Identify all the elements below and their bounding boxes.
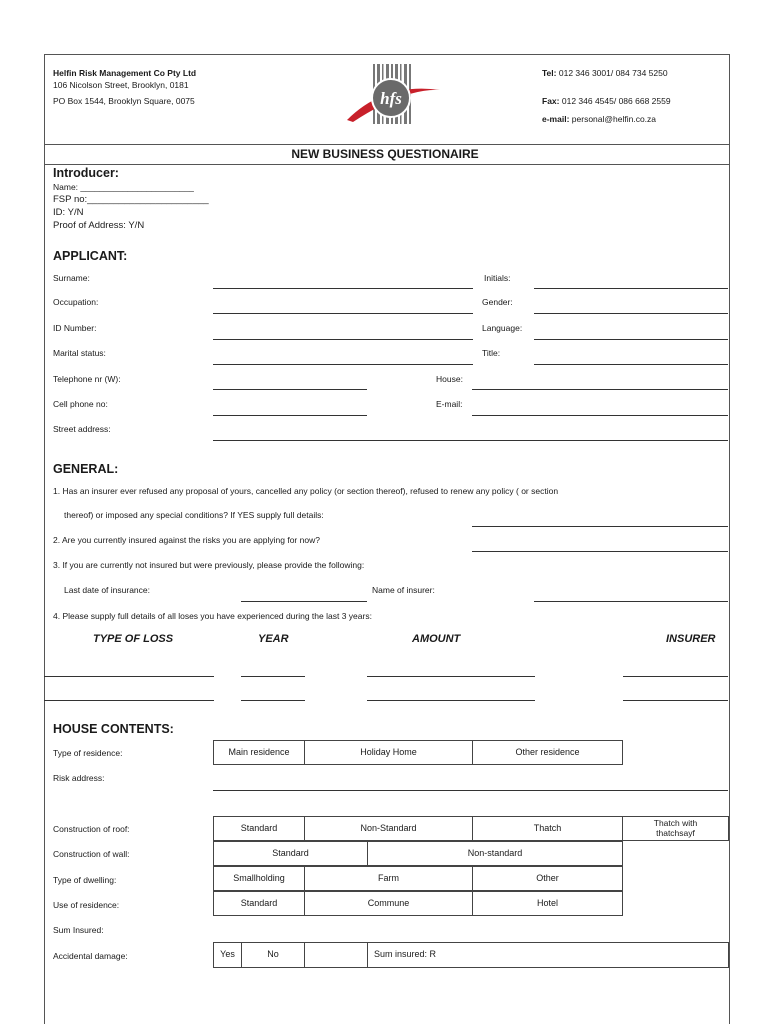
occupation-label: Occupation: [53, 297, 99, 307]
page-title: NEW BUSINESS QUESTIONAIRE [291, 147, 479, 161]
gender-label: Gender: [482, 297, 513, 307]
divider [44, 144, 730, 145]
company-address-1: 106 Nicolson Street, Brooklyn, 0181 [53, 80, 189, 90]
id-number-label: ID Number: [53, 323, 97, 333]
email-field[interactable] [472, 415, 728, 416]
loss-year-field[interactable] [241, 676, 305, 677]
company-address-2: PO Box 1544, Brooklyn Square, 0075 [53, 96, 195, 106]
last-date-field[interactable] [241, 601, 367, 602]
loss-amount-field[interactable] [367, 700, 535, 701]
use-standard-option[interactable]: Standard [213, 891, 305, 916]
street-field[interactable] [213, 440, 728, 441]
question-2: 2. Are you currently insured against the risks you are applying for now? [53, 535, 320, 545]
loss-insurer-field[interactable] [623, 700, 728, 701]
use-commune-option[interactable]: Commune [304, 891, 473, 916]
id-number-field[interactable] [213, 339, 473, 340]
wall-standard-option[interactable]: Standard [213, 841, 368, 866]
residence-other-option[interactable]: Other residence [472, 740, 623, 765]
house-heading: HOUSE CONTENTS: [53, 722, 174, 736]
language-label: Language: [482, 323, 523, 333]
occupation-field[interactable] [213, 313, 473, 314]
dwelling-other-option[interactable]: Other [472, 866, 623, 891]
marital-label: Marital status: [53, 348, 106, 358]
cell-label: Cell phone no: [53, 399, 108, 409]
street-label: Street address: [53, 424, 111, 434]
last-date-label: Last date of insurance: [64, 585, 151, 595]
risk-address-label: Risk address: [53, 773, 105, 783]
use-label: Use of residence: [53, 900, 120, 910]
email-line: e-mail: personal@helfin.co.za [542, 114, 657, 124]
fax-line: Fax: 012 346 4545/ 086 668 2559 [542, 96, 671, 106]
accidental-label: Accidental damage: [53, 951, 128, 961]
loss-type-field[interactable] [44, 676, 214, 677]
dwelling-smallholding-option[interactable]: Smallholding [213, 866, 305, 891]
introducer-fsp: FSP no:_______________________ [53, 194, 209, 205]
col-year: YEAR [258, 633, 289, 645]
language-field[interactable] [534, 339, 728, 340]
surname-field[interactable] [213, 288, 473, 289]
col-type-of-loss: TYPE OF LOSS [93, 633, 174, 645]
roof-standard-option[interactable]: Standard [213, 816, 305, 841]
wall-nonstandard-option[interactable]: Non-standard [367, 841, 623, 866]
dwelling-farm-option[interactable]: Farm [304, 866, 473, 891]
cell-field[interactable] [213, 415, 367, 416]
risk-address-field[interactable] [213, 790, 728, 791]
question-1b: thereof) or imposed any special conditions? If YES supply full details: [64, 510, 324, 520]
title-label: Title: [482, 348, 501, 358]
introducer-heading: Introducer: [53, 166, 119, 180]
marital-field[interactable] [213, 364, 473, 365]
roof-thatch-safe-option[interactable]: Thatch with thatchsayf [622, 816, 729, 841]
introducer-id: ID: Y/N [53, 207, 84, 218]
question-3: 3. If you are currently not insured but were previously, please provide the following: [53, 560, 365, 570]
company-logo [345, 62, 445, 130]
question-2-field[interactable] [472, 551, 728, 552]
roof-thatch-option[interactable]: Thatch [472, 816, 623, 841]
sum-insured-label: Sum Insured: [53, 925, 104, 935]
tel-w-field[interactable] [213, 389, 367, 390]
gender-field[interactable] [534, 313, 728, 314]
wall-label: Construction of wall: [53, 849, 130, 859]
applicant-heading: APPLICANT: [53, 249, 128, 263]
divider [44, 164, 730, 165]
question-1a: 1. Has an insurer ever refused any proposal of yours, cancelled any policy (or section thereof), refused to renew any policy ( or section [53, 486, 559, 496]
title-field[interactable] [534, 364, 728, 365]
roof-nonstandard-option[interactable]: Non-Standard [304, 816, 473, 841]
loss-amount-field[interactable] [367, 676, 535, 677]
accidental-yes-option[interactable]: Yes [213, 942, 242, 968]
house-field[interactable] [472, 389, 728, 390]
general-heading: GENERAL: [53, 462, 119, 476]
use-hotel-option[interactable]: Hotel [472, 891, 623, 916]
tel-line: Tel: 012 346 3001/ 084 734 5250 [542, 68, 668, 78]
accidental-no-option[interactable]: No [241, 942, 305, 968]
question-4: 4. Please supply full details of all loses you have experienced during the last 3 years: [53, 611, 372, 621]
initials-label: Initials: [484, 273, 511, 283]
residence-main-option[interactable]: Main residence [213, 740, 305, 765]
tel-w-label: Telephone nr (W): [53, 374, 121, 384]
loss-year-field[interactable] [241, 700, 305, 701]
col-amount: AMOUNT [412, 633, 461, 645]
roof-label: Construction of roof: [53, 824, 130, 834]
insurer-name-label: Name of insurer: [372, 585, 435, 595]
surname-label: Surname: [53, 273, 90, 283]
loss-type-field[interactable] [44, 700, 214, 701]
initials-field[interactable] [534, 288, 728, 289]
accidental-sum-insured-field[interactable]: Sum insured: R [367, 942, 729, 968]
dwelling-label: Type of dwelling: [53, 875, 117, 885]
introducer-name: Name: ________________________ [53, 182, 194, 192]
house-label: House: [436, 374, 463, 384]
accidental-blank-cell[interactable] [304, 942, 368, 968]
col-insurer: INSURER [666, 633, 716, 645]
question-1-field[interactable] [472, 526, 728, 527]
residence-holiday-option[interactable]: Holiday Home [304, 740, 473, 765]
email-label: E-mail: [436, 399, 463, 409]
svg-text:hfs: hfs [380, 89, 402, 108]
introducer-proof: Proof of Address: Y/N [53, 220, 145, 231]
loss-insurer-field[interactable] [623, 676, 728, 677]
type-residence-label: Type of residence: [53, 748, 123, 758]
insurer-name-field[interactable] [534, 601, 728, 602]
company-name: Helfin Risk Management Co Pty Ltd [53, 68, 197, 78]
